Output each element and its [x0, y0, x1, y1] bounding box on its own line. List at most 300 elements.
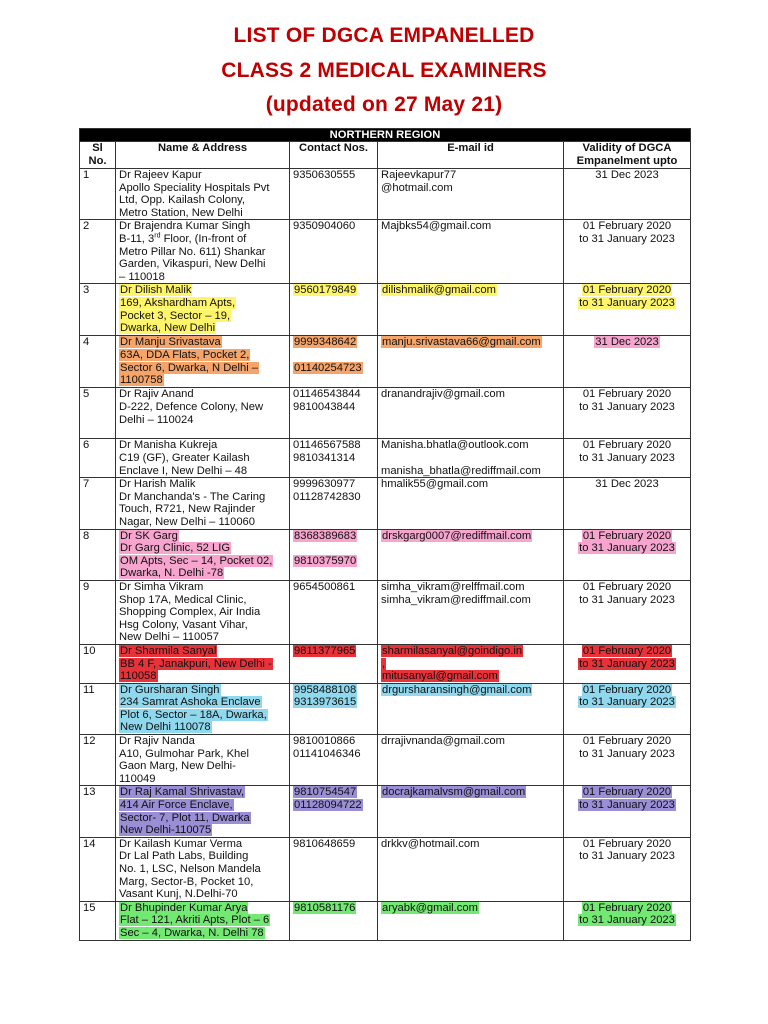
address-line-text: 63A, DDA Flats, Pocket 2,	[120, 348, 250, 361]
cell-email	[378, 388, 564, 439]
validity-line-text: 01 February 2020	[582, 901, 672, 914]
cell-email	[378, 478, 564, 529]
table-row	[80, 478, 691, 529]
validity-line-text: to 31 January 2023	[579, 593, 675, 606]
examiner-name-text: Dr Raj Kamal Shrivastav,	[120, 786, 245, 799]
table-row	[80, 336, 691, 388]
email-address-text: Rajeevkapur77	[381, 169, 457, 181]
validity-line	[567, 799, 687, 812]
address-line	[119, 414, 286, 427]
address-line	[119, 850, 286, 863]
cell-sl-no: 1	[80, 169, 116, 220]
examiner-name	[119, 478, 286, 491]
validity-line-text: to 31 January 2023	[579, 400, 675, 413]
address-line	[119, 721, 286, 734]
address-line-text: Shop 17A, Medical Clinic,	[119, 593, 247, 606]
examiner-name	[119, 439, 286, 452]
phone-number	[293, 555, 374, 568]
table-row	[80, 220, 691, 284]
header-sl-line-2: No.	[88, 154, 107, 167]
cell-email	[378, 901, 564, 940]
examiner-name	[119, 388, 286, 401]
floor-pre: B-11, 3	[119, 232, 155, 245]
phone-number-text: 9350630555	[293, 169, 356, 181]
address-line	[119, 709, 286, 722]
validity-line-text: 01 February 2020	[582, 580, 672, 593]
cell-sl-no: 7	[80, 478, 116, 529]
address-line-text: Marg, Sector-B, Pocket 10,	[119, 875, 254, 888]
address-line	[119, 516, 286, 529]
validity-line	[567, 336, 687, 349]
address-line-text: Nagar, New Delhi – 110060	[119, 515, 255, 528]
address-line-text: 110058	[120, 670, 157, 683]
address-line	[119, 876, 286, 889]
cell-email	[378, 336, 564, 388]
address-line	[119, 863, 286, 876]
region-label: NORTHERN REGION	[80, 129, 691, 142]
validity-line-text: to 31 January 2023	[579, 914, 675, 927]
table-row	[80, 786, 691, 837]
address-line	[119, 258, 286, 271]
address-line	[119, 696, 286, 709]
cell-email	[378, 439, 564, 478]
table-row	[80, 580, 691, 644]
cell-validity	[564, 683, 691, 734]
validity-line-text: 01 February 2020	[582, 439, 672, 452]
address-line-text: Shopping Complex, Air India	[119, 606, 261, 619]
address-line-text: New Delhi – 110057	[119, 631, 219, 644]
cell-validity	[564, 439, 691, 478]
validity-line-text: to 31 January 2023	[579, 542, 675, 555]
validity-line	[567, 735, 687, 748]
address-line	[119, 773, 286, 786]
header-contact: Contact Nos.	[290, 142, 378, 169]
email-address	[381, 530, 560, 543]
email-address	[381, 388, 560, 401]
document-title-line-2: CLASS 2 MEDICAL EXAMINERS	[221, 59, 547, 82]
table-row	[80, 644, 691, 683]
phone-number	[293, 169, 374, 182]
header-email: E-mail id	[378, 142, 564, 169]
address-line-text: No. 1, LSC, Nelson Mandela	[119, 863, 261, 875]
address-line	[119, 824, 286, 837]
validity-line	[567, 220, 687, 233]
address-line	[119, 927, 286, 940]
address-line-text: OM Apts, Sec – 14, Pocket 02,	[120, 554, 273, 567]
email-address-text: sharmilasanyal@goindigo.in	[382, 644, 523, 657]
phone-number	[293, 696, 374, 709]
address-line	[119, 631, 286, 644]
cell-contact	[290, 169, 378, 220]
phone-number-text: 9811377965	[294, 644, 356, 657]
email-address-text: Majbks54@gmail.com	[381, 220, 492, 233]
cell-validity	[564, 786, 691, 837]
validity-line-text: 01 February 2020	[582, 837, 672, 850]
address-line-text: New Delhi-110075	[120, 824, 212, 837]
address-line-text: 234 Samrat Ashoka Enclave	[120, 696, 261, 709]
email-address	[381, 220, 560, 233]
email-address	[381, 658, 560, 671]
examiner-name-text: Dr Brajendra Kumar Singh	[119, 220, 251, 233]
validity-line	[567, 838, 687, 851]
cell-sl-no: 6	[80, 439, 116, 478]
email-address-text: ,	[382, 657, 386, 670]
phone-number-text: 9654500861	[293, 580, 356, 593]
address-line	[119, 452, 286, 465]
validity-line-text: 01 February 2020	[582, 644, 672, 657]
cell-name-address	[116, 388, 290, 439]
examiner-name-text: Dr Bhupinder Kumar Arya	[120, 901, 248, 914]
spacer	[293, 542, 374, 555]
email-address-text: manju.srivastava66@gmail.com	[382, 336, 541, 349]
phone-number	[293, 838, 374, 851]
address-floor-line	[119, 233, 286, 246]
floor-sup: rd	[154, 232, 161, 240]
validity-line-text: 31 Dec 2023	[595, 169, 659, 181]
validity-line	[567, 169, 687, 182]
address-line-text: Metro Pillar No. 611) Shankar	[119, 245, 266, 258]
email-address	[381, 735, 560, 748]
phone-number	[293, 786, 374, 799]
cell-sl-no: 10	[80, 644, 116, 683]
cell-name-address	[116, 580, 290, 644]
cell-validity	[564, 388, 691, 439]
phone-number-text: 9999630977	[293, 478, 356, 491]
cell-name-address	[116, 439, 290, 478]
address-line-text: New Delhi 110078	[120, 721, 211, 734]
email-address	[381, 465, 560, 478]
cell-contact	[290, 644, 378, 683]
examiner-name	[119, 336, 286, 349]
address-line-text: Ltd, Opp. Kailash Colony,	[119, 194, 246, 207]
document-title-line-3: (updated on 27 May 21)	[265, 93, 503, 116]
phone-number-text: 01141046346	[293, 747, 361, 760]
address-line	[119, 362, 286, 375]
address-line	[119, 658, 286, 671]
cell-sl-no: 8	[80, 529, 116, 580]
cell-name-address	[116, 169, 290, 220]
cell-sl-no: 11	[80, 683, 116, 734]
cell-name-address	[116, 284, 290, 336]
validity-line-text: to 31 January 2023	[579, 657, 675, 670]
address-line	[119, 503, 286, 516]
phone-number	[293, 336, 374, 349]
validity-line-text: to 31 January 2023	[579, 451, 675, 464]
validity-line-text: 01 February 2020	[582, 284, 672, 297]
cell-validity	[564, 169, 691, 220]
cell-contact	[290, 388, 378, 439]
validity-line-text: to 31 January 2023	[579, 850, 675, 863]
validity-line	[567, 478, 687, 491]
cell-sl-no: 15	[80, 901, 116, 940]
phone-number-text: 9999348642	[294, 336, 357, 349]
address-line	[119, 194, 286, 207]
column-header-row	[80, 142, 691, 169]
validity-line	[567, 645, 687, 658]
address-line-text: Apollo Speciality Hospitals Pvt	[119, 181, 270, 194]
table-row	[80, 284, 691, 336]
validity-line-text: to 31 January 2023	[579, 296, 675, 309]
email-address	[381, 684, 560, 697]
phone-number	[293, 220, 374, 233]
address-line-text: Pocket 3, Sector – 19,	[120, 309, 231, 322]
examiners-table-body	[80, 129, 691, 941]
cell-sl-no: 5	[80, 388, 116, 439]
examiner-name	[119, 838, 286, 851]
address-line	[119, 914, 286, 927]
table-row	[80, 837, 691, 901]
address-line	[119, 542, 286, 555]
validity-line	[567, 914, 687, 927]
table-row	[80, 529, 691, 580]
phone-number-text: 9313973615	[294, 696, 357, 709]
cell-contact	[290, 901, 378, 940]
validity-line	[567, 284, 687, 297]
validity-line-text: 01 February 2020	[582, 388, 672, 401]
validity-line	[567, 542, 687, 555]
phone-number-text: 9958488108	[294, 683, 357, 696]
table-row	[80, 169, 691, 220]
examiner-name-text: Dr Simha Vikram	[119, 580, 204, 593]
header-validity-line-1: Validity of DGCA	[582, 142, 672, 154]
validity-line	[567, 902, 687, 915]
header-validity-line-2: Empanelment upto	[576, 154, 678, 167]
phone-number	[293, 491, 374, 504]
address-line	[119, 401, 286, 414]
examiner-name	[119, 581, 286, 594]
table-row	[80, 439, 691, 478]
cell-validity	[564, 837, 691, 901]
cell-contact	[290, 529, 378, 580]
phone-number	[293, 362, 374, 375]
email-address	[381, 594, 560, 607]
cell-name-address	[116, 735, 290, 786]
address-line-text: Dr Garg Clinic, 52 LIG	[120, 542, 231, 555]
document-title-line-1: LIST OF DGCA EMPANELLED	[233, 24, 535, 47]
email-address-text: aryabk@gmail.com	[382, 901, 478, 914]
examiner-name-text: Dr Rajiv Nanda	[119, 735, 195, 748]
address-line-text: 110049	[119, 772, 156, 785]
validity-line	[567, 684, 687, 697]
cell-validity	[564, 478, 691, 529]
cell-email	[378, 529, 564, 580]
email-address-text: drkkv@hotmail.com	[381, 837, 480, 850]
phone-number-text: 9810375970	[294, 554, 357, 567]
cell-email	[378, 735, 564, 786]
address-line-text: BB 4 F, Janakpuri, New Delhi -	[120, 657, 272, 670]
address-line	[119, 271, 286, 284]
validity-line-text: 31 Dec 2023	[595, 478, 659, 491]
email-address	[381, 645, 560, 658]
validity-line	[567, 297, 687, 310]
address-line	[119, 888, 286, 901]
validity-line	[567, 748, 687, 761]
address-line-text: Flat – 121, Akriti Apts, Plot – 6	[120, 914, 270, 927]
email-address-text: drrajivnanda@gmail.com	[381, 735, 505, 748]
phone-number	[293, 581, 374, 594]
validity-line-text: 01 February 2020	[582, 220, 672, 233]
validity-line	[567, 581, 687, 594]
phone-number-text: 9810648659	[293, 837, 356, 850]
cell-email	[378, 644, 564, 683]
phone-number	[293, 439, 374, 452]
cell-contact	[290, 735, 378, 786]
phone-number-text: 8368389683	[294, 529, 357, 542]
header-sl-line-1: Sl	[92, 142, 103, 154]
email-address	[381, 478, 560, 491]
validity-line-text: to 31 January 2023	[579, 799, 675, 812]
cell-contact	[290, 284, 378, 336]
cell-sl-no: 2	[80, 220, 116, 284]
floor-post: Floor, (In-front of	[160, 232, 247, 245]
address-line-text: Vasant Kunj, N.Delhi-70	[119, 888, 238, 901]
phone-number	[293, 452, 374, 465]
table-row	[80, 683, 691, 734]
validity-line	[567, 594, 687, 607]
address-line-text: Metro Station, New Delhi	[119, 206, 243, 219]
examiner-name	[119, 786, 286, 799]
spacer	[293, 349, 374, 362]
address-line	[119, 606, 286, 619]
examiner-name-text: Dr Gursharan Singh	[120, 683, 220, 696]
address-line-text: Touch, R721, New Rajinder	[119, 503, 256, 516]
cell-name-address	[116, 644, 290, 683]
cell-validity	[564, 284, 691, 336]
validity-line	[567, 401, 687, 414]
cell-contact	[290, 786, 378, 837]
cell-sl-no: 9	[80, 580, 116, 644]
phone-number	[293, 645, 374, 658]
cell-contact	[290, 478, 378, 529]
email-address-text: @hotmail.com	[381, 181, 453, 194]
examiner-name	[119, 169, 286, 182]
validity-line-text: to 31 January 2023	[579, 747, 675, 760]
phone-number-text: 01128094722	[294, 799, 362, 812]
examiner-name-text: Dr SK Garg	[120, 529, 178, 542]
address-line-text: Plot 6, Sector – 18A, Dwarka,	[120, 708, 267, 721]
phone-number-text: 9810754547	[294, 786, 357, 799]
cell-sl-no: 14	[80, 837, 116, 901]
email-address-text: drgursharansingh@gmail.com	[382, 683, 532, 696]
address-line-text: Dwarka, New Delhi	[120, 322, 216, 335]
cell-email	[378, 284, 564, 336]
email-address	[381, 182, 560, 195]
examiner-name-text: Dr Manisha Kukreja	[119, 439, 218, 452]
examiner-name-text: Dr Manju Srivastava	[120, 336, 221, 349]
address-line	[119, 182, 286, 195]
cell-name-address	[116, 478, 290, 529]
address-line-text: Enclave I, New Delhi – 48	[119, 464, 248, 477]
cell-validity	[564, 529, 691, 580]
phone-number-text: 01146543844	[293, 388, 361, 401]
cell-sl-no: 3	[80, 284, 116, 336]
phone-number	[293, 748, 374, 761]
cell-validity	[564, 220, 691, 284]
phone-number	[293, 735, 374, 748]
examiner-name-text: Dr Sharmila Sanyal	[120, 644, 217, 657]
address-line	[119, 465, 286, 478]
examiner-name	[119, 530, 286, 543]
cell-validity	[564, 644, 691, 683]
cell-name-address	[116, 901, 290, 940]
address-line-text: D-222, Defence Colony, New	[119, 400, 264, 413]
examiner-name	[119, 902, 286, 915]
email-address	[381, 838, 560, 851]
phone-number-text: 01140254723	[294, 361, 362, 374]
email-address	[381, 336, 560, 349]
examiner-name	[119, 220, 286, 233]
address-line-text: Delhi – 110024	[119, 413, 194, 426]
phone-number-text: 9810581176	[294, 901, 356, 914]
email-address-text: hmalik55@gmail.com	[381, 478, 489, 491]
address-line-text: Sector 6, Dwarka, N Delhi –	[120, 361, 259, 374]
table-row	[80, 901, 691, 940]
address-line	[119, 374, 286, 387]
cell-sl-no: 13	[80, 786, 116, 837]
examiner-name	[119, 284, 286, 297]
address-line	[119, 760, 286, 773]
phone-number-text: 01146567588	[293, 439, 361, 452]
validity-line	[567, 388, 687, 401]
email-address	[381, 670, 560, 683]
examiner-name-text: Dr Kailash Kumar Verma	[119, 837, 243, 850]
validity-line	[567, 786, 687, 799]
address-line-text: 169, Akshardham Apts,	[120, 296, 236, 309]
examiner-name	[119, 735, 286, 748]
cell-name-address	[116, 786, 290, 837]
address-line	[119, 619, 286, 632]
address-line	[119, 799, 286, 812]
phone-number	[293, 388, 374, 401]
email-address	[381, 169, 560, 182]
validity-line	[567, 530, 687, 543]
examiner-name-text: Dr Dilish Malik	[120, 284, 192, 297]
address-line	[119, 349, 286, 362]
phone-number	[293, 684, 374, 697]
validity-line	[567, 439, 687, 452]
address-line	[119, 297, 286, 310]
email-address-text: drskgarg0007@rediffmail.com	[382, 529, 532, 542]
email-address-text: mitusanyal@gmail.com	[382, 670, 498, 683]
address-line-text: – 110018	[119, 270, 165, 283]
cell-contact	[290, 683, 378, 734]
validity-line	[567, 658, 687, 671]
phone-number-text: 9810043844	[293, 400, 356, 413]
examiner-name-text: Dr Harish Malik	[119, 478, 196, 491]
cell-email	[378, 837, 564, 901]
address-line	[119, 310, 286, 323]
address-line	[119, 322, 286, 335]
examiner-name	[119, 684, 286, 697]
cell-contact	[290, 439, 378, 478]
table-row	[80, 388, 691, 439]
region-header-row	[80, 129, 691, 142]
cell-name-address	[116, 220, 290, 284]
examiner-name-text: Dr Rajiv Anand	[119, 388, 194, 401]
validity-line-text: 01 February 2020	[582, 786, 672, 799]
cell-email	[378, 169, 564, 220]
cell-contact	[290, 580, 378, 644]
address-line-text: Dwarka, N. Delhi -78	[120, 567, 224, 580]
validity-line	[567, 696, 687, 709]
email-address	[381, 786, 560, 799]
address-line-text: Hsg Colony, Vasant Vihar,	[119, 618, 248, 631]
email-address-text: dilishmalik@gmail.com	[382, 284, 496, 297]
cell-name-address	[116, 837, 290, 901]
cell-contact	[290, 220, 378, 284]
address-line	[119, 812, 286, 825]
cell-email	[378, 580, 564, 644]
